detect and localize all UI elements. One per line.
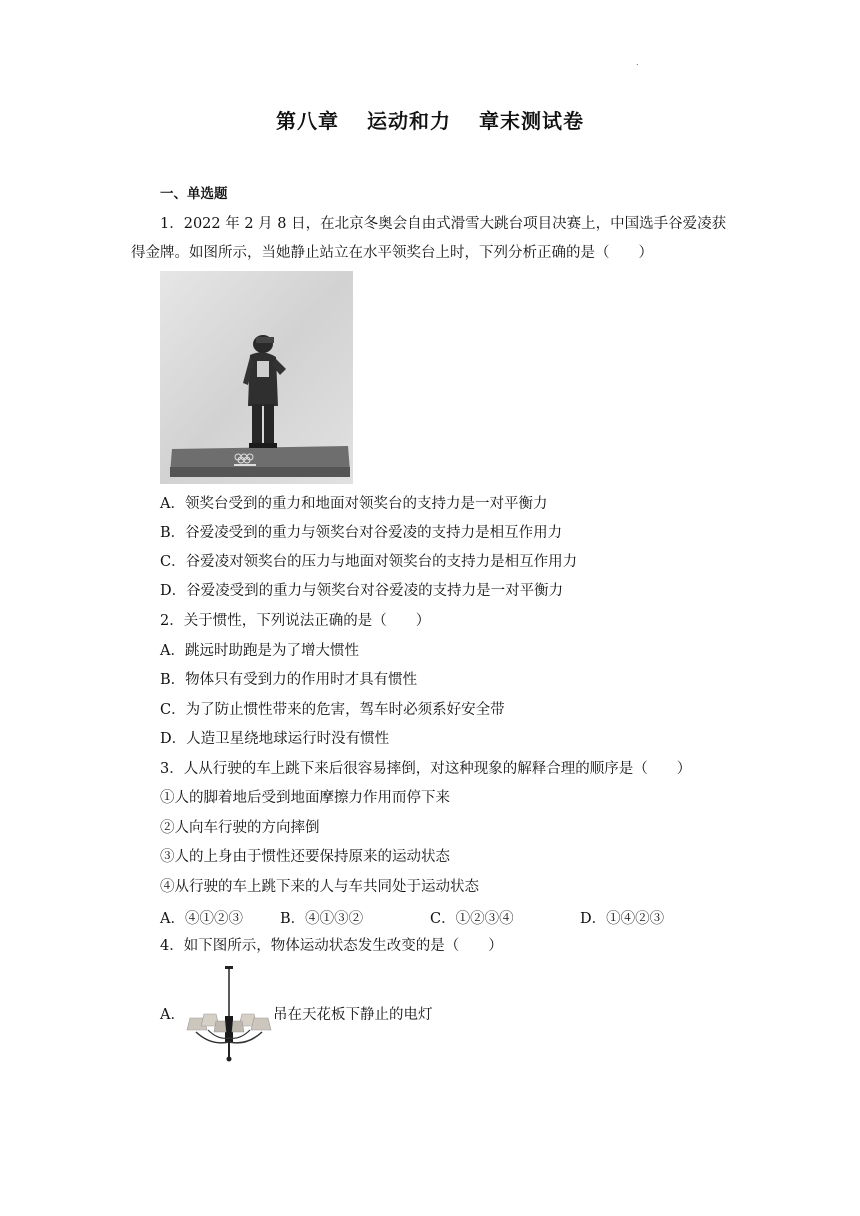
q3-statement-3: ③人的上身由于惯性还要保持原来的运动状态 <box>160 849 450 865</box>
q2-option-c: C．为了防止惯性带来的危害，驾车时必须系好安全带 <box>160 702 505 718</box>
q3-option-b: B．④①③② <box>280 911 364 927</box>
q1-option-b: B．谷爱凌受到的重力与领奖台对谷爱凌的支持力是相互作用力 <box>160 525 563 541</box>
q4-option-a-label: A． <box>160 1007 185 1023</box>
title-test: 章末测试卷 <box>478 109 584 133</box>
q3-option-a: A．④①②③ <box>160 911 243 927</box>
page-title <box>0 105 860 134</box>
q2-stem: 2．关于惯性，下列说法正确的是（ ） <box>160 613 431 629</box>
page-marker-dot: . <box>636 58 639 67</box>
q3-statement-2: ②人向车行驶的方向摔倒 <box>160 820 320 836</box>
podium-athlete-photo <box>160 271 353 484</box>
q2-option-d: D．人造卫星绕地球运行时没有惯性 <box>160 731 390 747</box>
q3-option-d: D．①④②③ <box>580 911 665 927</box>
q3-statement-1: ①人的脚着地后受到地面摩擦力作用而停下来 <box>160 790 450 806</box>
section-heading: 一、单选题 <box>160 186 228 202</box>
q1-option-a: A．领奖台受到的重力和地面对领奖台的支持力是一对平衡力 <box>160 496 548 512</box>
q1-stem-line1: 1．2022 年 2 月 8 日，在北京冬奥会自由式滑雪大跳台项目决赛上，中国选手谷爱凌获 <box>160 216 727 232</box>
chandelier-image <box>186 966 272 1062</box>
q3-statement-4: ④从行驶的车上跳下来的人与车共同处于运动状态 <box>160 879 479 895</box>
q3-stem: 3．人从行驶的车上跳下来后很容易摔倒，对这种现象的解释合理的顺序是（ ） <box>160 761 692 777</box>
q4-option-a-text: 吊在天花板下静止的电灯 <box>273 1007 433 1023</box>
q3-option-c: C．①②③④ <box>430 911 514 927</box>
title-chapter: 第八章 <box>276 109 340 133</box>
q2-option-b: B．物体只有受到力的作用时才具有惯性 <box>160 672 418 688</box>
q2-option-a: A．跳远时助跑是为了增大惯性 <box>160 643 359 659</box>
q1-option-c: C．谷爱凌对领奖台的压力与地面对领奖台的支持力是相互作用力 <box>160 554 578 570</box>
q1-option-d: D．谷爱凌受到的重力与领奖台对谷爱凌的支持力是一对平衡力 <box>160 583 564 599</box>
title-topic: 运动和力 <box>367 109 451 133</box>
q1-stem-line2: 得金牌。如图所示，当她静止站立在水平领奖台上时，下列分析正确的是（ ） <box>131 245 653 261</box>
q4-stem: 4．如下图所示，物体运动状态发生改变的是（ ） <box>160 938 503 954</box>
